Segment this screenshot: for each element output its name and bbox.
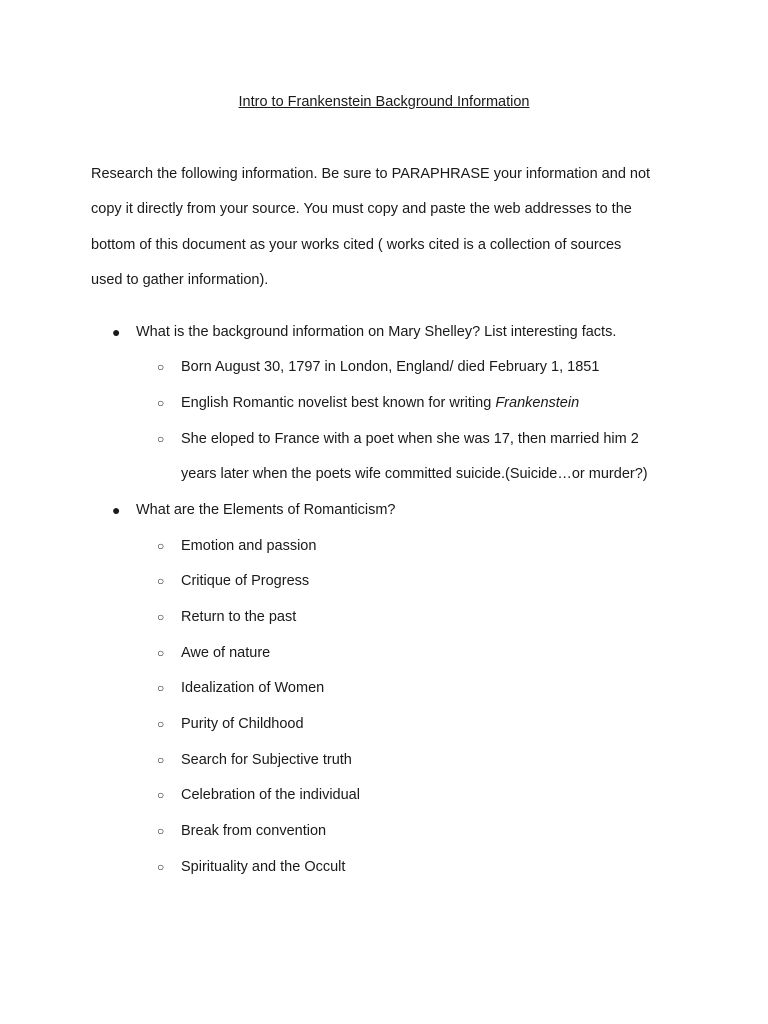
sub-bullet-icon: ○ — [157, 396, 165, 410]
sub-bullet-icon: ○ — [157, 610, 165, 624]
answer-2 — [181, 393, 579, 413]
bullet-icon: ● — [112, 324, 121, 340]
sub-bullet-icon: ○ — [157, 717, 165, 731]
element-item: Spirituality and the Occult — [181, 859, 346, 875]
answer-3-line-2: years later when the poets wife committed suicide.(Suicide…or murder?) — [181, 466, 648, 482]
answer-3-line-1: She eloped to France with a poet when she was 17, then married him 2 — [181, 431, 639, 447]
answer-2-text: English Romantic novelist best known for writing — [181, 395, 496, 411]
sub-bullet-icon: ○ — [157, 824, 165, 838]
sub-bullet-icon: ○ — [157, 574, 165, 588]
sub-bullet-icon: ○ — [157, 860, 165, 874]
element-item: Critique of Progress — [181, 573, 310, 589]
intro-line-1: Research the following information. Be sure to PARAPHRASE your information and not — [91, 166, 651, 182]
document-title: Intro to Frankenstein Background Information — [238, 94, 530, 110]
question-2: What are the Elements of Romanticism? — [136, 502, 396, 518]
element-item: Awe of nature — [181, 645, 271, 661]
sub-bullet-icon: ○ — [157, 753, 165, 767]
bullet-icon: ● — [112, 502, 121, 518]
answer-1: Born August 30, 1797 in London, England/ died February 1, 1851 — [181, 359, 600, 375]
element-item: Break from convention — [181, 823, 327, 839]
sub-bullet-icon: ○ — [157, 539, 165, 553]
intro-line-2: copy it directly from your source. You must copy and paste the web addresses to the — [91, 201, 632, 217]
sub-bullet-icon: ○ — [157, 681, 165, 695]
sub-bullet-icon: ○ — [157, 432, 165, 446]
sub-bullet-icon: ○ — [157, 788, 165, 802]
element-item: Search for Subjective truth — [181, 752, 352, 768]
element-item: Celebration of the individual — [181, 787, 360, 803]
intro-line-3: bottom of this document as your works cited ( works cited is a collection of sources — [91, 237, 622, 253]
intro-line-4: used to gather information). — [91, 272, 269, 288]
element-item: Emotion and passion — [181, 538, 317, 554]
element-item: Purity of Childhood — [181, 716, 304, 732]
element-item: Idealization of Women — [181, 680, 325, 696]
answer-2-book-title: Frankenstein — [495, 395, 580, 411]
element-item: Return to the past — [181, 609, 297, 625]
sub-bullet-icon: ○ — [157, 360, 165, 374]
question-1: What is the background information on Mary Shelley? List interesting facts. — [136, 324, 617, 340]
sub-bullet-icon: ○ — [157, 646, 165, 660]
